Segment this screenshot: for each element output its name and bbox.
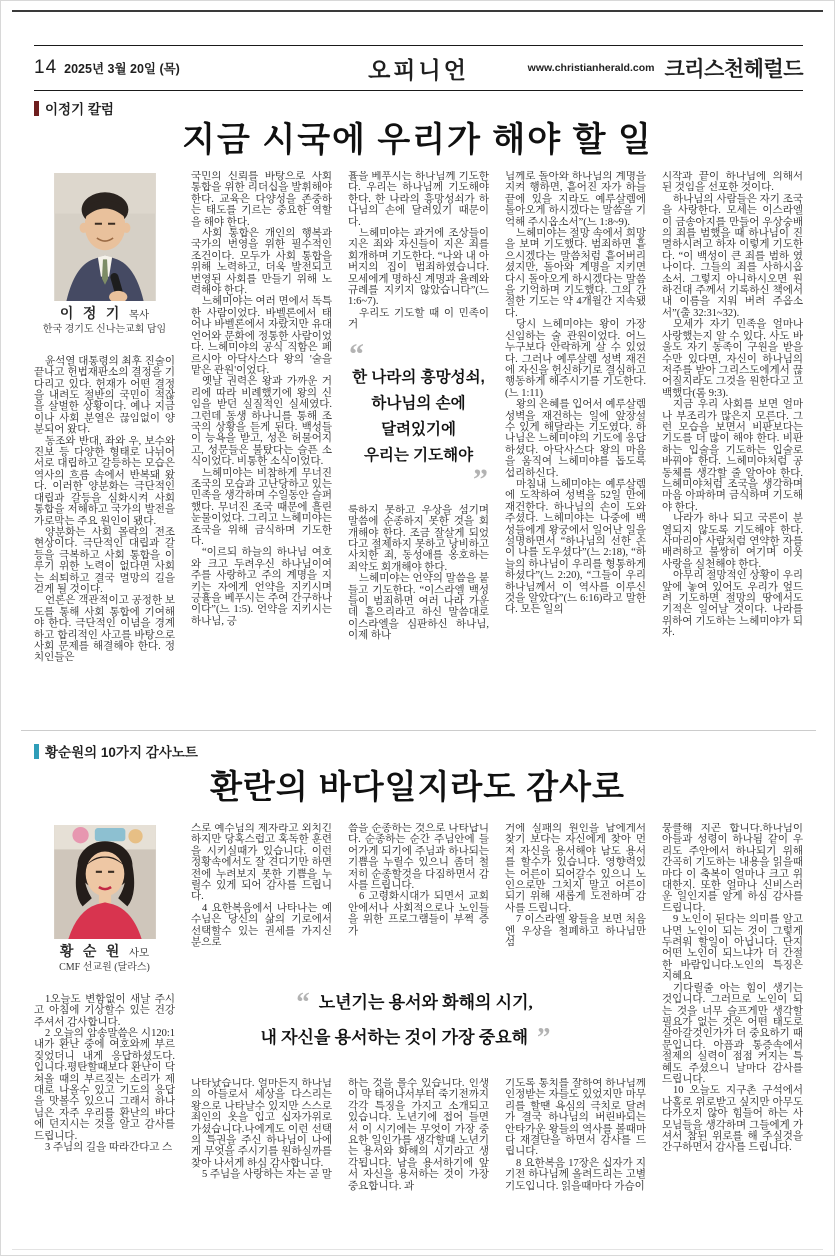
masthead-logo: 크리스천헤럴드 (664, 58, 803, 81)
close-quote-icon: ” (537, 1022, 551, 1052)
website-url: www.christianherald.com (527, 62, 655, 74)
page-bottom-rule (12, 1249, 823, 1250)
author-name: 황 순 원 (59, 945, 123, 960)
pull-quote-line: 우리는 기도해야 (363, 446, 474, 464)
header-left (34, 57, 180, 79)
body-paragraph: 씀을 순종하는 것으로 나타납니다. 순종하는 순간 주님안에 들어가게 되기에 주님과 하나되는 기쁨을 누릴수 있으니 좀더 철저히 순종할것을 다짐하면서 감사를 드립니다. (348, 823, 489, 892)
header-right (528, 53, 803, 83)
body-paragraph: 3 주님의 길을 따라간다고 스 (45, 1142, 173, 1154)
body-paragraph: 당시 느헤미야는 왕이 가장 신임하는 술 관원이었다. 어느 누구보다 안락하게 살 수 있었다. 그러나 예루살렘 성벽 재건에 자신을 헌신하기로 결심하고 행동하게 해주시기를 기도한다.(느 1:11) (505, 319, 646, 399)
body-paragraph: 뭉클해 지곤 합니다.하나님이 아들과 성령이 하나됨 같이 우리도 주안에서 하나되기 위해 간곡히 기도하는 내용을 읽을때마다 이 축복이 얼마나 크고 위대한지. 또한 얼마나 신비스러운 일인지를 알게 하심 감사를 드립니다. (662, 823, 803, 914)
body-paragraph: 시작과 끝이 하나님에 의해서 된 것임을 선포한 것이다. (662, 171, 803, 194)
article2-body (34, 823, 803, 1251)
body-paragraph: 10 오늘도 지구촌 구석에서 나홀로 위로받고 싶지만 아무도 다가오지 않아 힘들어 하는 사모님들을 생각하며 그들에게 가셔서 참된 위로를 해 주실것을 간구하면서 감사를 드립니다. (662, 1085, 803, 1154)
section-title: 오피니언 (368, 56, 469, 83)
page-top-rule (12, 10, 823, 12)
body-paragraph: 6 고령화시대가 되면서 교회 안에서나 사회적으로나 노인들을 위한 프로그램들이 부쩍 증가 (348, 891, 489, 937)
body-paragraph: 느헤미야는 여러 면에서 독특한 사람이었다. 바벨론에서 태어나 바벨론에서 자랐지만 유대 언어와 문화에 정통한 사람이었다. 느헤미야의 공식 직함은 페르시아 아닥사스다 왕의 '술을 맡은 관원'이었다. (191, 296, 332, 376)
body-paragraph: 하는 것을 볼수 있습니다. 인생이 막 태어나서부터 죽기전까지 각각 특징을 가지고 소개되고 있습니다. 노년기에 접어 들면서 이 시기에는 무엇이 가장 중요한 일인가를 생각할때 노년기는 용서와 화해의 시기라고 생각됩니다. 남을 용서하기에 앞서 자신을 용서하는 것이 가장 중요합니다. 과 (348, 1078, 489, 1192)
page-number: 14 (34, 57, 58, 78)
text-column (662, 823, 803, 1251)
body-paragraph: 느헤미야는 언약의 말씀을 붙들고 기도한다. “이스라엘 백성들이 범죄하면 여러 나라 가운데 흩으리라고 하신 말씀대로 이스라엘을 심판하신 하나님, 이제 하나 (348, 573, 489, 642)
column-top-segment (191, 823, 332, 968)
body-paragraph: 7 이스라엘 왕들을 보면 처음엔 우상을 철폐하고 하나님만 섬 (505, 914, 646, 949)
author-name-line (34, 947, 175, 959)
column-bottom-segment (348, 1078, 489, 1251)
open-quote-icon: “ (296, 987, 310, 1017)
author-title: 사모 (128, 948, 150, 959)
body-paragraph: 모세가 자기 민족을 얼마나 사랑했는지 알 수 있다. 사도 바울도 자기 동족이 구원을 받을 수만 있다면, 자신이 하나님의 저주를 받아 그리스도에게서 끊어질지라도 그것을 원한다고 고백했다(롬 9:3). (662, 319, 803, 399)
column-bottom-segment (191, 1078, 332, 1251)
article1-title: 지금 시국에 우리가 해야 할 일 (182, 122, 653, 159)
column-label-text: 이정기 칼럼 (45, 102, 114, 117)
body-paragraph: 나라가 하나 되고 국론이 분열되지 않도록 기도해야 한다. 사마리아 사람처럼 연약한 자를 배려하고 불쌍히 여기며 이웃 사랑을 실천해야 한다. (662, 513, 803, 570)
column-label-text: 황순원의 10가지 감사노트 (45, 745, 198, 760)
column-top-segment (348, 823, 489, 968)
article2-title: 환란의 바다일지라도 감사로 (210, 768, 625, 805)
body-paragraph: 휼을 베푸시는 하나님께 기도한다. 우리는 하나님께 기도해야 한다. 한 나라의 흥망성쇠가 하나님의 손에 달려있기 때문이다. (348, 171, 489, 228)
text-column (505, 171, 646, 721)
pull-quote-line: 달려있기에 (381, 420, 456, 438)
body-paragraph: 왕의 은혜를 입어서 예루살렘 성벽을 재건하는 일에 앞장설 수 있게 해달라는 기도였다. 하나님은 느헤미야의 기도에 응답하셨다. 아닥사스다 왕의 마음을 움직여 느헤미야를 돕도록 섭리하신다. (505, 399, 646, 479)
body-paragraph: 아무리 절망적인 상황이 우리 앞에 놓여 있어도 우리가 엎드려 기도하면 절망의 땅에서도 기적은 일어날 것이다. 나라를 위하여 기도하는 느헤미야가 되자. (662, 570, 803, 639)
author-affiliation: CMF 선교원 (달라스) (59, 962, 150, 974)
text-column (34, 823, 175, 1251)
author-box (34, 173, 175, 336)
text-column (34, 171, 175, 721)
body-paragraph: 느헤미야는 절망 속에서 희망을 보며 기도했다. 범죄하면 흩으시겠다는 말씀처럼 흩어버리셨지만, 돌아와 계명을 지키면 다시 돌아오게 하시겠다는 말씀을 기억하며 기도했다. 그의 간절한 기도는 약 4개월간 지속됐다. (505, 228, 646, 319)
body-paragraph: 동조와 반대, 좌와 우, 보수와 진보 등 다양한 형태로 나뉘어 서로 대립하고 갈등하는 모습은 역사의 흐름 속에서 반복돼 왔다. 이러한 양분화는 극단적인 대립과 갈등을 심화시켜 사회 통합을 저해하고 국가의 발전을 가로막는 주요 원인이 됐다. (34, 435, 175, 527)
author-photo (54, 173, 156, 301)
author-name: 이 정 기 (59, 307, 123, 322)
body-paragraph: 양분화는 사회 몰락의 전조 현상이다. 극단적인 대립과 갈등을 극복하고 사회 통합을 이루기 위한 노력이 없다면 사회는 쇠퇴하고 결국 멸망의 길을 걷게 될 것이다. (34, 526, 175, 595)
pull-quote-line: 한 나라의 흥망성쇠, (352, 368, 485, 386)
body-paragraph: 지금 우리 사회를 보면 얼마나 부조리가 많은지 모른다. 그런 모습을 보면서 비판보다는 기도를 더 많이 해야 한다. 비판하는 입술을 기도하는 입술로 바꿔야 한다. 느헤미야처럼 공동체를 생각할 줄 알아야 한다. 느헤미야처럼 조국을 생각하며 마음 아파하며 금식하며 기도해야 한다. (662, 399, 803, 513)
body-paragraph: 4 요한복음에서 나타나는 예수님은 당신의 삶의 기로에서 선택할수 있는 권세를 가지신 분으로 (191, 902, 332, 949)
body-paragraph: 국민의 신뢰를 바탕으로 사회 통합을 위한 리더십을 발휘해야 한다. 교육은 다양성을 존중하는 태도를 기르는 중요한 역할을 해야 한다. (191, 171, 332, 228)
pull-quote-line: 하나님의 손에 (371, 394, 466, 412)
page-header (34, 45, 803, 91)
open-quote-icon: “ (349, 337, 364, 371)
body-paragraph: 2 오늘의 암송말씀은 시120:1 내가 환난 중에 여호와께 부르짖었더니 내게 응답하셨도다. 입니다.평탄할때보다 환난이 닥쳐올 때의 부르짖는 소리가 제대로 나올수 있고 기도의 응답을 맛볼수 있으니 그래서 하나님은 자주 우리를 환난의 바다에 던지시는 것을 알고 감사를 드립니다. (34, 1028, 175, 1142)
body-paragraph: 기다릴줄 아는 힘이 생기는 것입니다. 그러므로 노인이 되는 것을 너무 슬프게만 생각할 필요가 없는 것은 어떤 태도로 살아갈것인가가 더 중요하기 때문입니다. 아픔과 통증속에서 절제의 실력이 점점 커지는 특혜도 주셨으니 날마다 감사를 드립니다. (662, 982, 803, 1085)
body-paragraph: 나타났습니다. 얼마든지 하나님의 아들로서 세상을 다스리는 왕으로 나타날수 있지만 스스로 죄인의 옷을 입고 십자가위로 가셨습니다.나에게도 이런 선택의 특권을 주신 하나님이 나에게 무엇을 주시기를 원하실까를 찾아 나서게 하심 감사합니다. (191, 1078, 332, 1169)
author-title: 목사 (128, 310, 150, 321)
author-name-line (34, 309, 175, 321)
text-column (348, 171, 489, 721)
pull-quote (349, 337, 488, 496)
article1-body (34, 171, 803, 721)
column-top-segment (505, 823, 646, 968)
body-paragraph: 우리도 기도할 때 이 민족이 거 (348, 307, 489, 331)
pull-quote-line (184, 1020, 636, 1055)
body-paragraph: 8 요한복음 17장은 십자가 지기전 하나님께 올려드리는 고별기도입니다. 읽을때마다 가슴이 (505, 1157, 646, 1192)
pull-quote-line (184, 985, 636, 1020)
page-date: 2025년 3월 20일 (목) (64, 62, 180, 76)
body-paragraph: “이르되 하늘의 하나님 여호와 크고 두려우신 하나님이여 주를 사랑하고 주의 계명을 지키는 자에게 언약을 지키시며 긍휼을 베푸시는 주여 간구하나이다”(느 1:5). 언약을 지키시는 하나님, 긍 (191, 547, 332, 627)
body-paragraph: 마침내 느헤미야는 예루살렘에 도착하여 성벽을 52일 만에 재건한다. 하나님의 손이 도와주셨다. 느헤미야는 나중에 백성들에게 왕궁에서 일어난 일을 설명하면서 “하나님의 선한 손이 나를 도우셨다”(느 2:18), “하늘의 하나님이 우리를 형통하게 하셨다”(느 2:20), “그들이 우리 하나님께서 이 역사를 이루신 것을 알았다”(느 6:16)라고 말한다. 모든 일의 (505, 478, 646, 616)
body-paragraph: 느헤미야는 과거에 조상들이 지은 죄와 자신들이 지은 죄를 회개하며 기도한다. “나와 내 아버지의 집이 범죄하였습니다. 모세에게 명하신 계명과 율례와 규례를 지키지 않았습니다”(느 1:6~7). (348, 228, 489, 308)
article-separator-rule (21, 730, 816, 731)
label-bar-icon (34, 744, 39, 759)
body-paragraph: 옛날 권력은 왕과 가까운 거리에 따라 비례했기에 왕의 신임을 받던 실질적인 실세였다. 그런데 동생 하나니를 통해 조국의 상황을 듣게 된다. 백성들이 능욕을 받고, 성은 허물어지고, 성문들은 불탔다는 슬픈 소식이었다. 비통한 소식이었다. (191, 376, 332, 468)
body-paragraph: 룩하지 못하고 우상을 섬기며 말씀에 순종하지 못한 것을 회개해야 한다. 조금 잘살게 되었다고 절제하지 못하고 낭비하고 사치한 죄, 동성애를 옹호하는 죄악도 회개해야 한다. (348, 504, 489, 573)
body-paragraph: 기도록 통치를 잘하여 하나님께 인정받는 자들도 있었지만 마무리를 할땐 욕심의 극치로 달려가 결국 하나님의 버린바되는 안타가운 왕들의 역사를 볼때마다 재결단을 하면서 감사를 드립니다. (505, 1078, 646, 1158)
author-photo (54, 825, 156, 939)
body-paragraph: 님께로 돌아와 하나님의 계명을 지켜 행하면, 흩어진 자가 하늘 끝에 있을 지라도 예루살렘에 돌아오게 하시겠다는 말씀을 기억해 주시옵소서”(느 1:8~9). (505, 171, 646, 228)
body-paragraph: 스로 예수님의 제자라고 외치긴 하지만 당혹스럽고 혹독한 훈련을 시키실때가 있습니다. 이런 정황속에서도 잘 견디기만 하면 전에 누려보지 못한 기쁨을 누릴수 있게 되어 감사를 드립니다. (191, 823, 332, 903)
text-column (191, 171, 332, 721)
column-label-article2 (34, 741, 198, 761)
body-paragraph: 윤석열 대통령의 최후 진술이 끝나고 헌법재판소의 결정을 기다리고 있다. 헌재가 어떤 결정을 내려도 절반의 국민이 적잖을 살벌한 상황이다. 예나 지금이나 사회 분열은 끊임없이 양분되어 왔다. (34, 355, 175, 436)
author-box (34, 825, 175, 974)
body-paragraph: 거에 실패의 원인을 남에게서 찾기 보다는 자신에게 찾아 먼저 자신을 용서해야 남도 용서를 할수가 있습니다. 영향력있는 어른이 되어갈수 있으니 노인으로만 그치지 말고 어른이 되기 위해 새롭게 도전하며 감사를 드립니다. (505, 823, 646, 914)
author-affiliation: 한국 경기도 신나는교회 담임 (42, 324, 167, 336)
close-quote-icon: ” (473, 462, 488, 496)
body-paragraph: 사회 통합은 개인의 행복과 국가의 번영을 위한 필수적인 조건이다. 모두가 사회 통합을 위해 노력하고, 더욱 발전되고 번영된 사회를 만들기 위해 노력해야 한다. (191, 228, 332, 297)
body-paragraph: 9 노인이 된다는 의미를 알고 나면 노인이 되는 것이 그렇게 두려워 할일이 아닙니다. 단지 어떤 노인이 되느냐가 더 간절한 바람입니다.노인의 특징은 지혜요 (662, 914, 803, 983)
column-bottom-segment (505, 1078, 646, 1251)
body-paragraph: 느헤미야는 비참하게 무너진 조국의 모습과 고난당하고 있는 민족을 생각하며 수일동안 슬퍼했다. 무너진 조국 때문에 흘린 눈물이었다. 그리고 느헤미야는 조국을 위해 금식하며 기도한다. (191, 467, 332, 547)
body-paragraph: 1오늘도 변함없이 새날 주시고 아침에 기상할수 있는 건강주셔서 감사합니다. (34, 993, 175, 1028)
pull-quote (184, 985, 636, 1055)
pull-quote-text: 노년기는 용서와 화해의 시기, (318, 993, 533, 1012)
body-paragraph: 하나님의 사람들은 자기 조국을 사랑한다. 모세는 이스라엘이 금송아지를 만들어 우상숭배의 죄를 범했을 때 하나님이 진멸하시려고 하자 이렇게 기도한다. “이 백성이 큰 죄를 범하 였나이다. 그들의 죄를 사하시옵소서. 그렇지 아니하시오면 원하건대 주께서 기록하신 책에서 내 이름을 지워 버려 주옵소서”(출 32:31~32). (662, 193, 803, 319)
pull-quote-text: 내 자신을 용서하는 것이 가장 중요해 (260, 1028, 529, 1047)
body-paragraph: 5 주님을 사랑하는 자는 곧 말 (202, 1169, 332, 1181)
text-column (662, 171, 803, 721)
body-paragraph: 언론은 객관적이고 공정한 보도를 통해 사회 통합에 기여해야 한다. 극단적인 이념을 경계하고 합리적인 사고를 바탕으로 사회 문제를 해결해야 한다. 정치인들은 (34, 595, 175, 664)
